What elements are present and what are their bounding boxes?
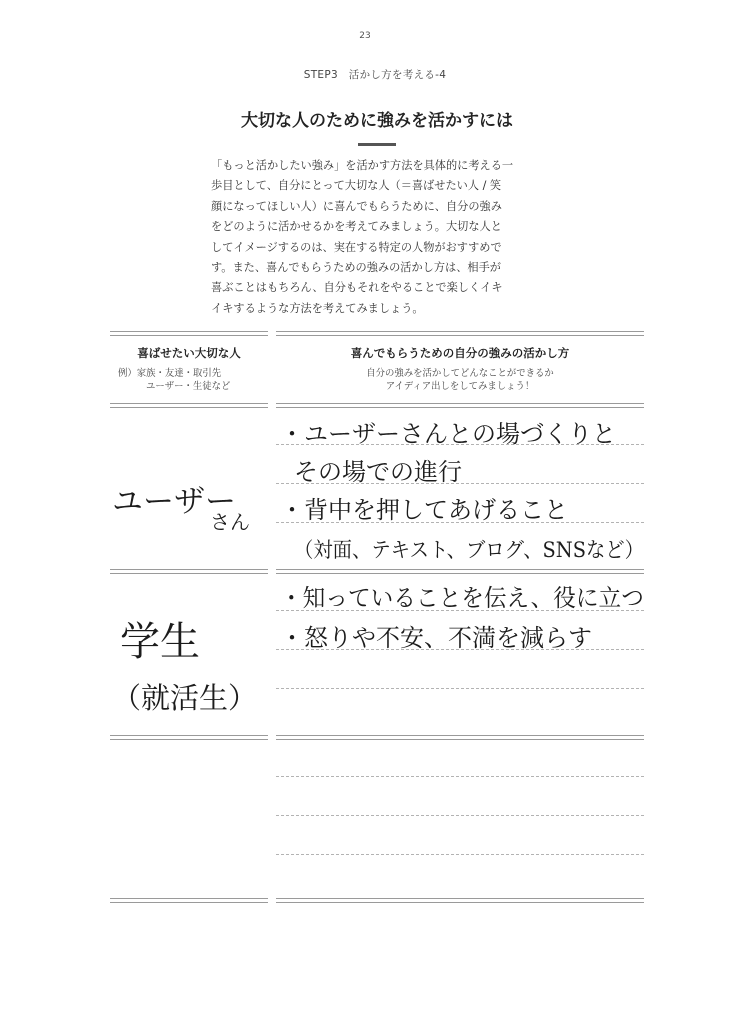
row1-idea-4: （対面、テキスト、ブログ、SNSなど） (294, 538, 644, 562)
row2-idea-2: ・怒りや不安、不満を減らす (280, 624, 592, 652)
table-bottom-rule-right (276, 898, 644, 903)
right-header-sub-line1: 自分の強みを活かしてどんなことができるか (366, 368, 554, 379)
intro-paragraph: 「もっと活かしたい強み」を活かす方法を具体的に考える一 歩目として、自分にとって大切な人（＝喜ばせたい人 / 笑 顔になってほしい人）に喜んでもらうために、自分の強み をどのように活かせるかを考えてみましょう。大切な人と してイメージするのは、実在する特定の人物がおすすめで す。また、喜んでもらうための強みの活かし方は、相手が 喜ぶことはもちろん、自分もそれをやることで楽しくイキ イキするような方法を考えてみましょう。 (211, 159, 514, 315)
left-header-example-line1: 例）家族・友達・取引先 (118, 368, 222, 379)
row1-idea-2: その場での進行 (294, 458, 462, 486)
row3-line-2 (276, 815, 644, 816)
right-column-header (276, 345, 644, 393)
table-top-rule-right (276, 331, 644, 336)
title-underline (358, 143, 396, 146)
row2-person-suffix: （就活生） (112, 681, 258, 715)
row2-bottom-rule-right (276, 735, 644, 740)
left-column-header (110, 345, 268, 393)
left-header-example-line2: ユーザー・生徒など (146, 381, 231, 392)
row3-line-3 (276, 854, 644, 855)
row2-person-name: 学生 (120, 619, 200, 665)
row1-bottom-rule-left (110, 569, 268, 574)
right-header-title: 喜んでもらうための自分の強みの活かし方 (350, 346, 570, 360)
row1-idea-3: ・背中を押してあげること (280, 496, 568, 524)
row3-line-1 (276, 776, 644, 777)
table-top-rule-left (110, 331, 268, 336)
right-header-sub-line2: アイディア出しをしてみましょう！ (385, 381, 535, 392)
table-bottom-rule-left (110, 898, 268, 903)
header-bottom-rule-right (276, 403, 644, 408)
header-bottom-rule-left (110, 403, 268, 408)
step-label: STEP3 活かし方を考える-4 (303, 69, 447, 81)
left-header-title: 喜ばせたい大切な人 (137, 346, 241, 360)
page-number: 23 (359, 31, 371, 41)
row1-person-name: ユーザー (112, 484, 236, 520)
row2-bottom-rule-left (110, 735, 268, 740)
row2-idea-1: ・知っていることを伝え、役に立つ (280, 584, 644, 612)
row1-idea-1: ・ユーザーさんとの場づくりと (280, 420, 616, 448)
row1-bottom-rule-right (276, 569, 644, 574)
row1-person-suffix: さん (210, 510, 250, 534)
row2-line-3 (276, 688, 644, 689)
page-title: 大切な人のために強みを活かすには (241, 111, 513, 131)
